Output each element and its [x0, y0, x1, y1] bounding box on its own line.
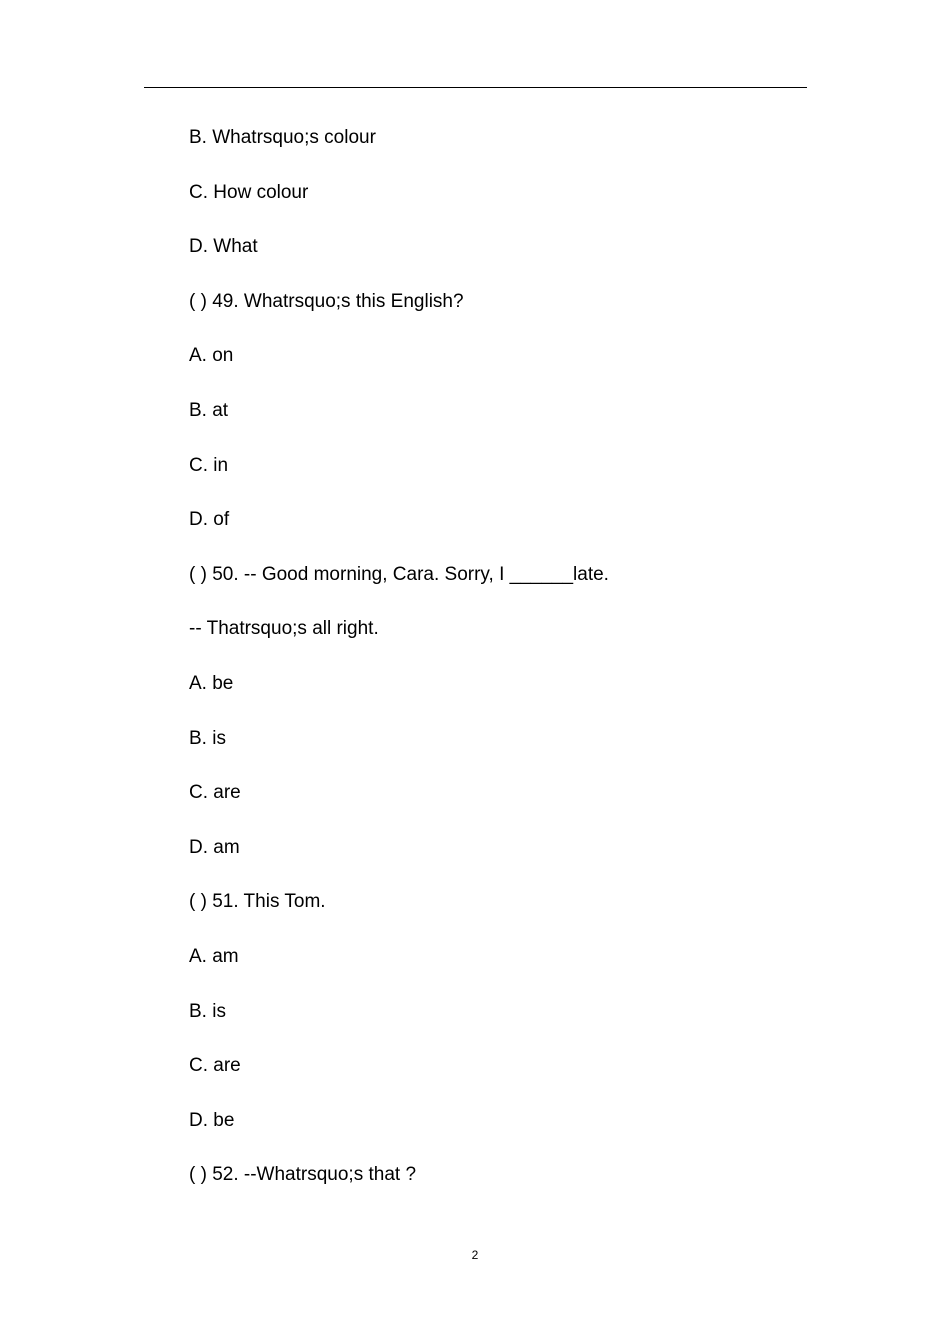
header-rule	[144, 87, 807, 88]
option-line: B. is	[189, 727, 226, 749]
dialogue-line: -- Thatrsquo;s all right.	[189, 618, 379, 640]
option-line: C. How colour	[189, 181, 309, 203]
option-line: B. Whatrsquo;s colour	[189, 127, 376, 148]
option-line: D. am	[189, 836, 240, 858]
option-line: A. on	[189, 345, 234, 367]
option-line: C. in	[189, 454, 229, 476]
option-line: A. am	[189, 945, 239, 967]
option-line: B. at	[189, 399, 229, 421]
question-line: ( ) 49. Whatrsquo;s this English?	[189, 290, 464, 312]
document-body	[189, 124, 809, 1216]
question-line: ( ) 52. --Whatrsquo;s that ?	[189, 1164, 417, 1186]
question-line: ( ) 51. This Tom.	[189, 891, 326, 913]
option-line: D. of	[189, 509, 230, 531]
option-line: D. be	[189, 1109, 235, 1131]
option-line: B. is	[189, 1000, 226, 1022]
option-line: C. are	[189, 1055, 241, 1077]
question-line: ( ) 50. -- Good morning, Cara. Sorry, I ______late.	[189, 563, 609, 585]
page-number: 2	[471, 1248, 479, 1262]
option-line: A. be	[189, 672, 234, 694]
option-line: D. What	[189, 236, 258, 258]
option-line: C. are	[189, 782, 241, 804]
